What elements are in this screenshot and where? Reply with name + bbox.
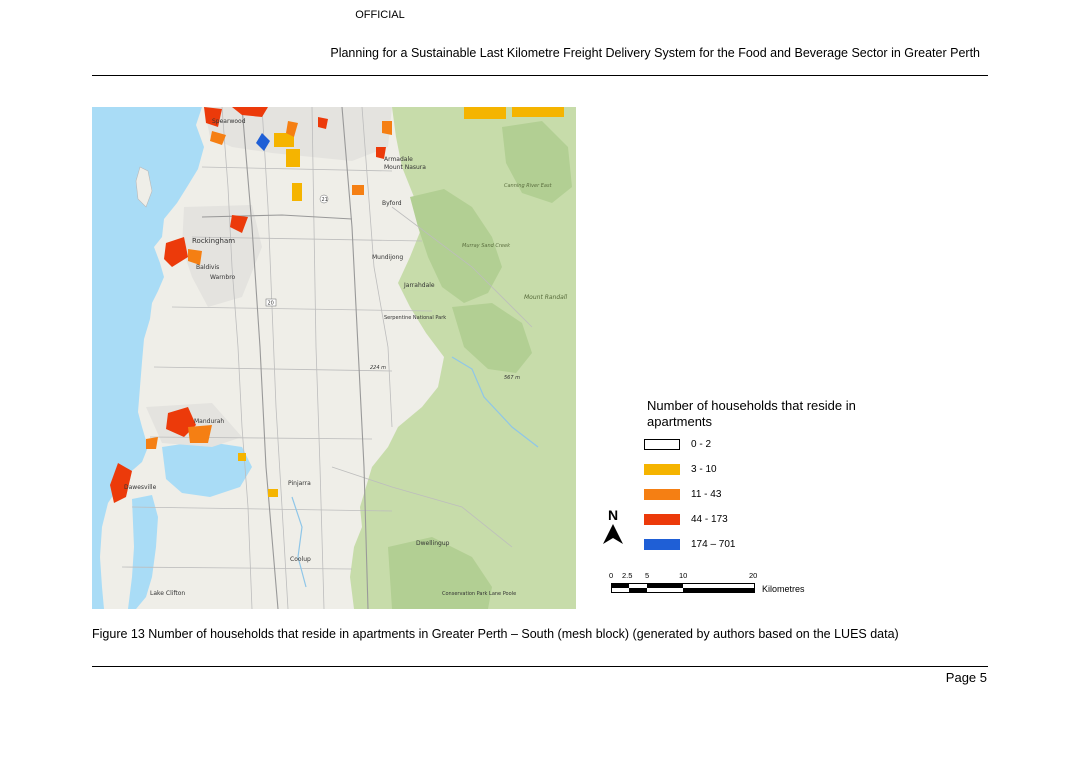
scale-tick: 20 (749, 571, 758, 580)
svg-text:Mundijong: Mundijong (372, 254, 404, 261)
legend-label: 11 - 43 (691, 488, 722, 500)
legend-swatch (644, 514, 680, 525)
scale-bar (611, 583, 755, 593)
legend-item (644, 488, 721, 500)
classification-label: OFFICIAL (355, 9, 405, 21)
svg-text:Jarrahdale: Jarrahdale (404, 282, 435, 289)
svg-text:Byford: Byford (382, 200, 402, 207)
legend-item (644, 513, 728, 525)
svg-text:224 m: 224 m (370, 365, 387, 371)
svg-text:Mount Nasura: Mount Nasura (384, 164, 426, 171)
legend-item (644, 463, 717, 475)
legend-swatch (644, 439, 680, 450)
map-label-spearwood: Spearwood (212, 118, 246, 125)
scale-tick: 10 (679, 571, 688, 580)
legend-label: 174 – 701 (691, 538, 736, 550)
svg-text:Murray Sand Creek: Murray Sand Creek (462, 243, 510, 249)
legend-label: 44 - 173 (691, 513, 728, 525)
svg-text:Coolup: Coolup (290, 556, 311, 563)
map-canvas (92, 107, 576, 609)
svg-text:Dawesville: Dawesville (124, 484, 157, 491)
north-label: N (607, 507, 619, 523)
legend-title: Number of households that reside in apartments (647, 398, 856, 429)
legend-swatch (644, 489, 680, 500)
svg-text:21: 21 (321, 197, 328, 203)
footer-rule (92, 666, 988, 667)
svg-text:Armadale: Armadale (384, 156, 413, 163)
svg-text:Dwellingup: Dwellingup (416, 540, 450, 547)
legend-swatch (644, 464, 680, 475)
scale-tick: 0 (609, 571, 614, 580)
svg-text:Canning River East: Canning River East (504, 183, 552, 189)
north-arrow-icon (601, 522, 625, 546)
legend-item (644, 438, 711, 450)
svg-text:Baldivis: Baldivis (196, 264, 220, 271)
svg-text:Rockingham: Rockingham (192, 237, 236, 245)
map (92, 107, 576, 609)
page-number: Page 5 (945, 670, 987, 685)
legend-label: 0 - 2 (691, 438, 712, 450)
svg-text:Serpentine National Park: Serpentine National Park (384, 315, 447, 321)
document-title: Planning for a Sustainable Last Kilometre Freight Delivery System for the Food and Beverage Sector in Greater Perth (330, 46, 980, 60)
svg-text:567 m: 567 m (504, 375, 521, 381)
svg-text:Mandurah: Mandurah (194, 418, 225, 425)
svg-text:Lake Clifton: Lake Clifton (150, 590, 186, 597)
legend-label: 3 - 10 (691, 463, 717, 475)
svg-text:20: 20 (267, 300, 274, 307)
scale-tick: 2.5 (622, 571, 633, 580)
legend-item (644, 538, 736, 550)
scale-unit: Kilometres (762, 584, 805, 594)
figure-caption: Figure 13 Number of households that reside in apartments in Greater Perth – South (mesh block) (generated by authors based on the LUES data) (92, 627, 899, 641)
svg-text:Warnbro: Warnbro (210, 274, 236, 281)
legend-swatch (644, 539, 680, 550)
svg-text:Conservation Park Lane Poole: Conservation Park Lane Poole (442, 591, 517, 597)
header-rule (92, 75, 988, 76)
svg-text:Mount Randall: Mount Randall (524, 294, 568, 301)
north-arrow (601, 508, 625, 551)
svg-text:Pinjarra: Pinjarra (288, 480, 311, 487)
scale-tick: 5 (645, 571, 650, 580)
